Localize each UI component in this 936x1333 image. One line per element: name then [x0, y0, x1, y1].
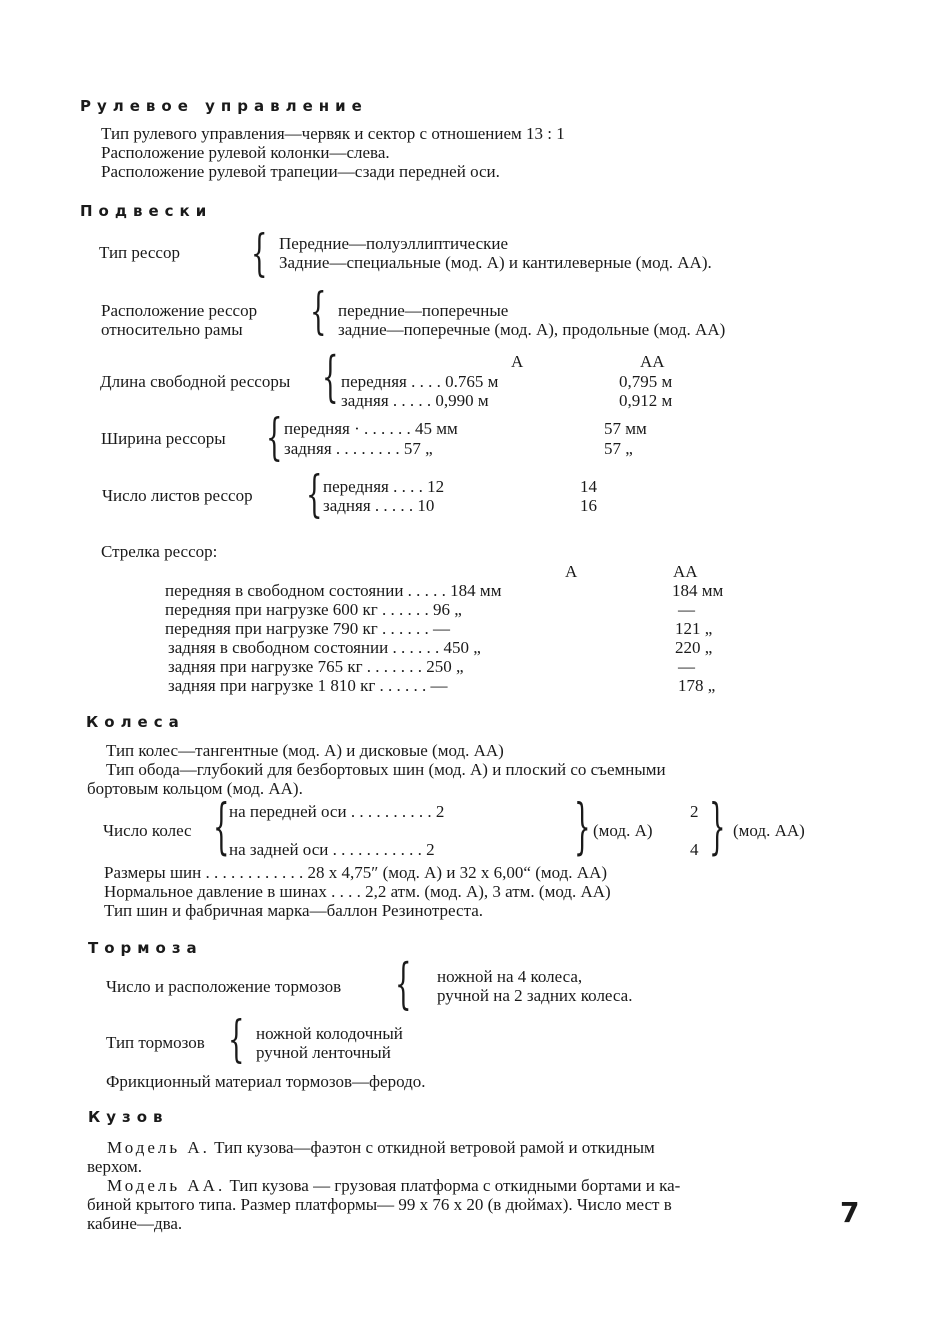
rear-axle-count: на задней оси . . . . . . . . . . . 2	[229, 840, 435, 859]
brace-icon: {	[266, 410, 283, 468]
spring-location-label-2: относительно рамы	[101, 320, 243, 339]
brakes-count-label: Число и расположение тормозов	[106, 977, 342, 996]
model-a-name: Модель А.	[107, 1138, 210, 1157]
free-length-label: Длина свободной рессоры	[100, 372, 291, 391]
brace-icon: {	[395, 953, 412, 1017]
free-length-rear-aa: 0,912 м	[619, 391, 673, 410]
deflection-row: задняя при нагрузке 765 кг . . . . . . . 250 „	[168, 657, 464, 676]
section-heading-brakes: Тормоза	[88, 939, 203, 957]
width-rear: задняя . . . . . . . . 57 „	[284, 439, 433, 458]
spring-location-rear: задние—поперечные (мод. А), продольные (мод. АА)	[338, 320, 726, 339]
brakes-type-label: Тип тормозов	[106, 1033, 205, 1052]
brakes-type-foot: ножной колодочный	[256, 1024, 403, 1043]
brakes-count-foot: ножной на 4 колеса,	[437, 967, 583, 986]
wheels-line-1: Тип колес—тангентные (мод. А) и дисковые (мод. АА)	[106, 741, 504, 760]
brace-icon: {	[213, 793, 230, 863]
deflection-row-aa: 184 мм	[672, 581, 724, 600]
brakes-count-hand: ручной на 2 задних колеса.	[437, 986, 633, 1005]
steering-line-3: Расположение рулевой трапеции—сзади передней оси.	[101, 162, 500, 181]
deflection-row: передняя при нагрузке 790 кг . . . . . . —	[165, 619, 451, 638]
wheels-model-a: (мод. А)	[593, 821, 653, 840]
free-length-front: передняя . . . . 0.765 м	[341, 372, 499, 391]
deflection-row: передняя при нагрузке 600 кг . . . . . . 96 „	[165, 600, 462, 619]
tire-brand-line: Тип шин и фабричная марка—баллон Резинотреста.	[104, 901, 484, 920]
wheels-line-3: бортовым кольцом (мод. АА).	[87, 779, 303, 798]
wheels-aa-rear: 4	[690, 840, 699, 859]
front-axle-count: на передней оси . . . . . . . . . . 2	[229, 802, 445, 821]
brace-icon: {	[251, 226, 268, 284]
column-header-aa: АА	[640, 352, 665, 371]
brace-close-icon: }	[574, 793, 591, 863]
wheels-aa-front: 2	[690, 802, 699, 821]
model-a-text: Тип кузова—фаэтон с откидной ветровой рамой и откидным	[209, 1138, 655, 1157]
leaves-label: Число листов рессор	[102, 486, 253, 505]
model-aa-text: Тип кузова — грузовая платформа с откидными бортами и ка-	[225, 1176, 681, 1195]
model-aa-name: Модель АА.	[107, 1176, 226, 1195]
brace-icon: {	[228, 1012, 245, 1070]
body-model-a-line-2: верхом.	[87, 1157, 143, 1176]
deflection-header-aa: АА	[673, 562, 698, 581]
deflection-row-aa: 220 „	[675, 638, 713, 657]
body-model-a-line-1	[107, 1138, 655, 1157]
spring-type-rear: Задние—специальные (мод. А) и кантилеверные (мод. АА).	[279, 253, 712, 272]
column-header-a: А	[511, 352, 524, 371]
brakes-type-hand: ручной ленточный	[256, 1043, 391, 1062]
wheels-line-2: Тип обода—глубокий для безбортовых шин (мод. А) и плоский со съемными	[106, 760, 666, 779]
leaves-front: передняя . . . . 12	[323, 477, 445, 496]
brace-close-icon: }	[709, 793, 726, 863]
spring-location-front: передние—поперечные	[338, 301, 509, 320]
deflection-row: передняя в свободном состоянии . . . . . 184 мм	[165, 581, 502, 600]
body-model-aa-line-3: кабине—два.	[87, 1214, 183, 1233]
wheels-model-aa: (мод. АА)	[733, 821, 805, 840]
body-model-aa-line-1	[107, 1176, 680, 1195]
free-length-front-aa: 0,795 м	[619, 372, 673, 391]
wheel-count-label: Число колес	[103, 821, 192, 840]
section-heading-body: Кузов	[88, 1108, 169, 1126]
spring-type-front: Передние—полуэллиптические	[279, 234, 509, 253]
deflection-label: Стрелка рессор:	[101, 542, 218, 561]
width-front: передняя · . . . . . . 45 мм	[284, 419, 458, 438]
free-length-rear: задняя . . . . . 0,990 м	[341, 391, 489, 410]
leaves-rear-aa: 16	[580, 496, 597, 515]
body-model-aa-line-2: биной крытого типа. Размер платформы— 99 х 76 х 20 (в дюймах). Число мест в	[87, 1195, 672, 1214]
brace-icon: {	[306, 467, 323, 525]
tire-size-line: Размеры шин . . . . . . . . . . . . 28 х 4,75″ (мод. А) и 32 х 6,00“ (мод. АА)	[104, 863, 608, 882]
brace-icon: {	[322, 346, 339, 410]
leaves-rear: задняя . . . . . 10	[323, 496, 435, 515]
spring-location-label-1: Расположение рессор	[101, 301, 258, 320]
section-heading-steering: Рулевое управление	[80, 97, 368, 115]
width-rear-aa: 57 „	[604, 439, 633, 458]
deflection-header-a: А	[565, 562, 578, 581]
width-front-aa: 57 мм	[604, 419, 647, 438]
deflection-row-aa: 121 „	[675, 619, 713, 638]
deflection-row-aa: —	[678, 600, 695, 619]
deflection-row: задняя при нагрузке 1 810 кг . . . . . . —	[168, 676, 448, 695]
deflection-row: задняя в свободном состоянии . . . . . . 450 „	[168, 638, 481, 657]
steering-line-1: Тип рулевого управления—червяк и сектор с отношением 13 : 1	[101, 124, 565, 143]
deflection-row-aa: —	[678, 657, 695, 676]
deflection-row-aa: 178 „	[678, 676, 716, 695]
section-heading-wheels: Колеса	[86, 713, 185, 731]
steering-line-2: Расположение рулевой колонки—слева.	[101, 143, 390, 162]
section-heading-suspension: Подвески	[80, 202, 213, 220]
brakes-friction-line: Фрикционный материал тормозов—феродо.	[106, 1072, 426, 1091]
brace-icon: {	[310, 284, 327, 342]
tire-pressure-line: Нормальное давление в шинах . . . . 2,2 атм. (мод. А), 3 атм. (мод. АА)	[104, 882, 611, 901]
width-label: Ширина рессоры	[101, 429, 226, 448]
page-number: 7	[840, 1196, 860, 1229]
spring-type-label: Тип рессор	[99, 243, 180, 262]
leaves-front-aa: 14	[580, 477, 597, 496]
